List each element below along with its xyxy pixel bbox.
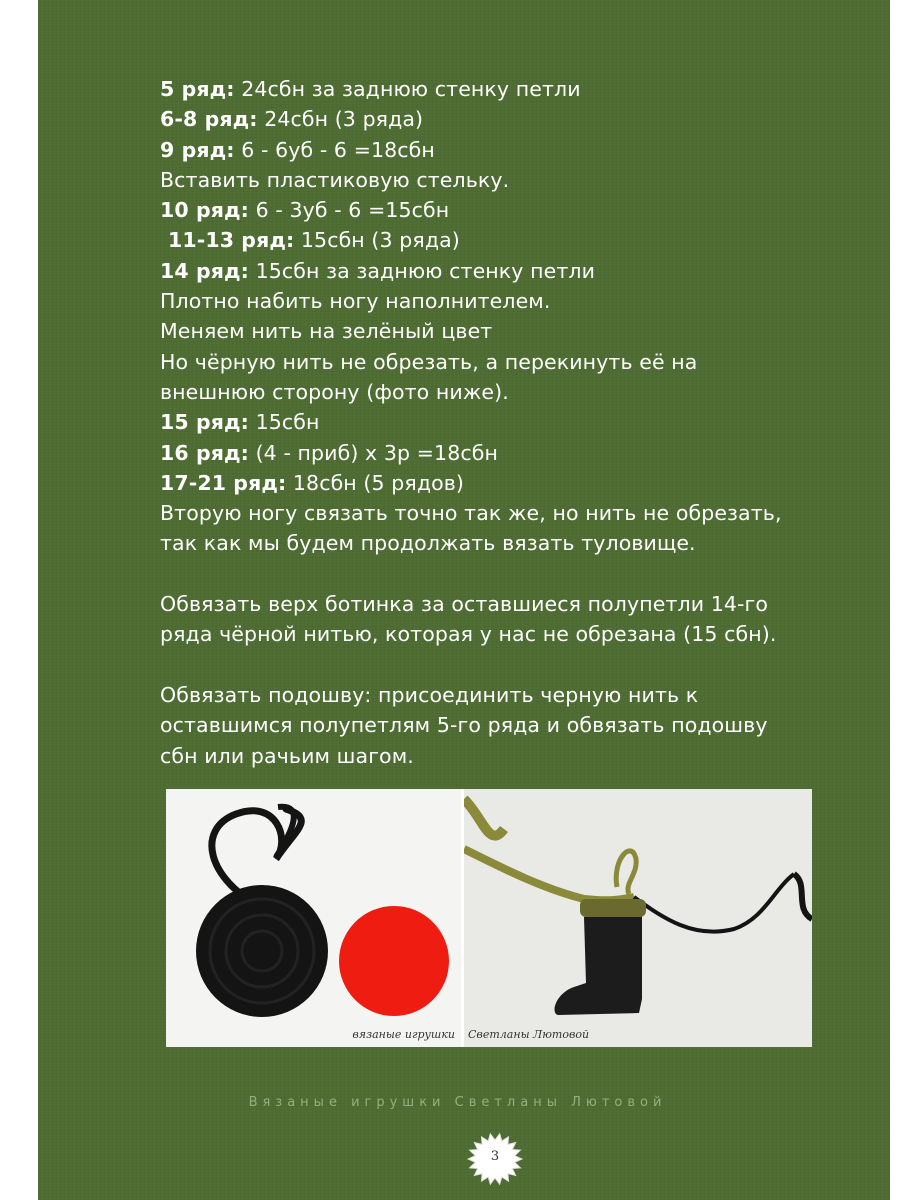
row-text: 24сбн (3 ряда) [257,107,424,132]
row-text: 15сбн за заднюю стенку петли [248,258,595,283]
row-label: 17-21 ряд: [160,470,287,495]
instruction-line [160,195,860,225]
row-text: Вставить пластиковую стельку. [160,167,510,192]
row-label: 16 ряд: [160,440,249,465]
row-text: Обвязать верх ботинка за оставшиеся полупетли 14-го [160,592,769,617]
photo-strip [166,789,812,1047]
instructions-text [160,74,860,771]
crocheted-boot [555,911,642,1015]
boot-illustration [464,789,812,1047]
row-label: 14 ряд: [160,258,249,283]
instruction-line [160,347,860,377]
row-text: ряда чёрной нитью, которая у нас не обрезана (15 сбн). [160,622,777,647]
row-label: 9 ряд: [160,137,235,162]
olive-loop [616,851,636,894]
row-text: 24сбн за заднюю стенку петли [234,77,581,101]
row-text: 15сбн (3 ряда) [294,228,460,253]
footer-author: Вязаные игрушки Светланы Лютовой [248,1095,667,1110]
instruction-line [160,104,860,134]
instruction-line [160,286,860,316]
instruction-line [160,619,860,649]
instruction-line [160,650,860,680]
instruction-line [160,256,860,286]
instruction-line [160,407,860,437]
photo-boot [464,789,812,1047]
instruction-line [160,710,860,740]
sole-insole-illustration [166,789,461,1047]
instruction-line [160,438,860,468]
row-text: Меняем нить на зелёный цвет [160,319,493,344]
watermark-right: Светланы Лютовой [468,1028,590,1041]
instruction-line [160,559,860,589]
boot-cuff [580,899,646,917]
instruction-line [160,135,860,165]
instruction-line [160,316,860,346]
row-text: 15сбн [248,410,320,435]
row-text: Но чёрную нить не обрезать, а перекинуть её на [160,349,698,374]
row-label: 5 ряд: [160,77,235,101]
instruction-line [160,528,860,558]
row-text: 6 - 6уб - 6 =18сбн [234,137,435,162]
instruction-line [160,377,860,407]
instruction-line [160,741,860,771]
instruction-line [160,498,860,528]
row-text: так как мы будем продолжать вязать туловище. [160,531,696,556]
instruction-line [160,468,860,498]
instruction-line [160,680,860,710]
row-text: сбн или рачьим шагом. [160,743,414,768]
page-number: 3 [490,1149,500,1164]
row-label: 15 ряд: [160,410,249,435]
instruction-line [160,74,860,104]
instruction-line [160,225,860,255]
plastic-insole [339,906,449,1016]
olive-yarn [464,849,634,900]
instruction-line [160,165,860,195]
photo-sole-and-insole [166,789,461,1047]
row-text: оставшимся полупетлям 5-го ряда и обвязать подошву [160,713,768,738]
row-text: 6 - 3уб - 6 =15сбн [248,198,450,223]
row-text: Вторую ногу связать точно так же, но нить не обрезать, [160,501,782,526]
row-text: (4 - приб) х 3р =18сбн [248,440,498,465]
watermark-left: вязаные игрушки [352,1028,455,1041]
black-yarn [634,874,794,932]
crocheted-sole [196,885,328,1017]
row-label: 10 ряд: [160,198,249,223]
row-text: 18сбн (5 рядов) [286,470,465,495]
row-label: 11-13 ряд: [168,228,295,253]
row-text: Обвязать подошву: присоединить черную нить к [160,682,699,707]
instruction-line [160,589,860,619]
row-label: 6-8 ряд: [160,107,258,132]
row-text: Плотно набить ногу наполнителем. [160,289,551,314]
row-text: внешнюю сторону (фото ниже). [160,379,509,404]
